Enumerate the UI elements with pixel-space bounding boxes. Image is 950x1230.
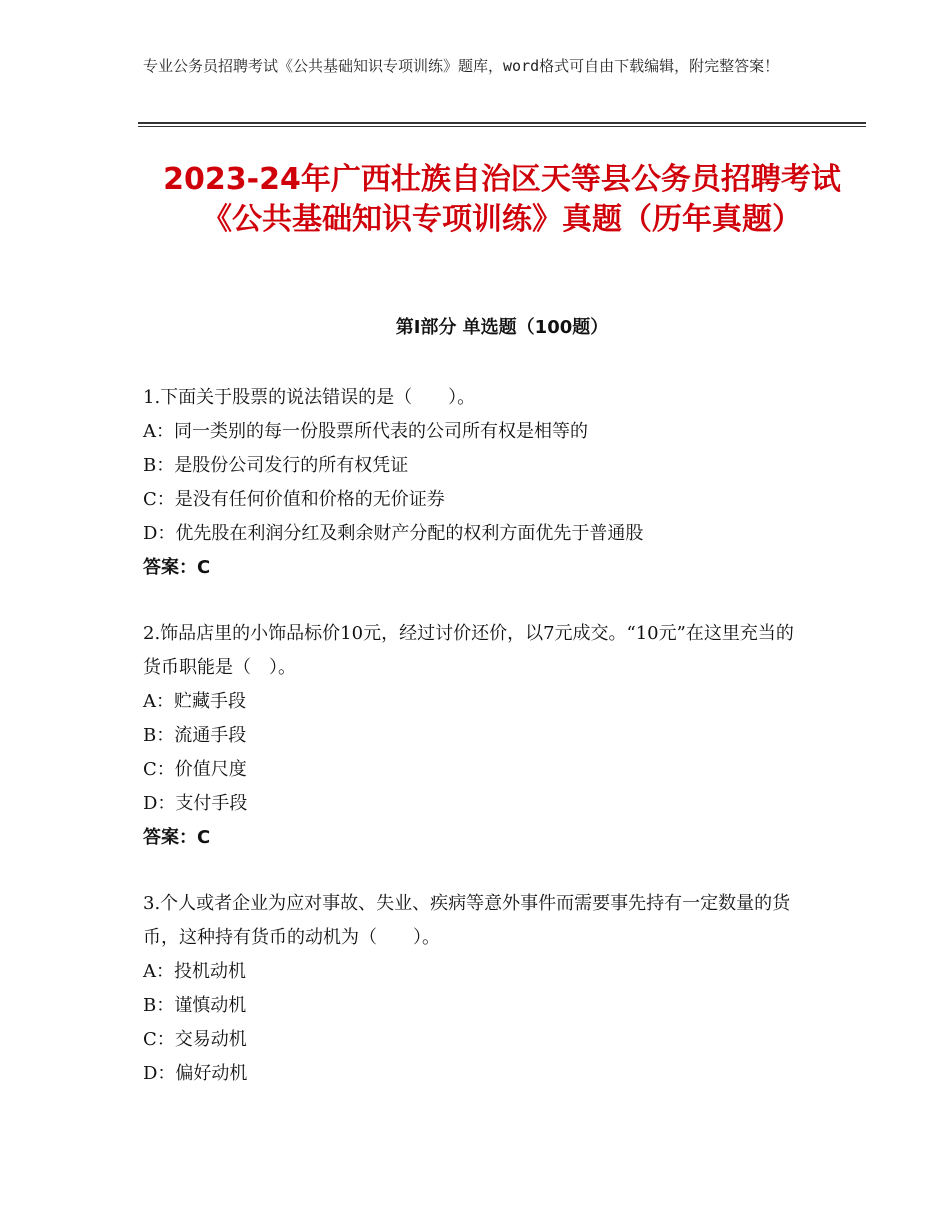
question-item: [143, 381, 803, 585]
option-a: A：同一类别的每一份股票所代表的公司所有权是相等的: [143, 421, 588, 442]
header-divider-thin: [138, 126, 866, 127]
question-stem: 3.个人或者企业为应对事故、失业、疾病等意外事件而需要事先持有一定数量的货币，这种持有货币的动机为（ ）。: [143, 893, 791, 948]
answer: 答案：C: [143, 827, 211, 848]
question-list: [143, 381, 803, 1123]
option-b: B：流通手段: [143, 725, 247, 746]
option-c: C：价值尺度: [143, 759, 247, 780]
question-item: [143, 887, 803, 1091]
option-c: C：交易动机: [143, 1029, 247, 1050]
option-d: D：偏好动机: [143, 1063, 248, 1084]
question-stem: 2.饰品店里的小饰品标价10元，经过讨价还价，以7元成交。“10元”在这里充当的货币职能是（ ）。: [143, 623, 794, 678]
option-d: D：支付手段: [143, 793, 248, 814]
question-stem: 1.下面关于股票的说法错误的是（ ）。: [143, 387, 476, 408]
header-note: 专业公务员招聘考试《公共基础知识专项训练》题库，word格式可自由下载编辑，附完整答案！: [143, 57, 780, 75]
section-title: 第Ⅰ部分 单选题（100题）: [395, 317, 609, 338]
option-c: C：是没有任何价值和价格的无价证券: [143, 489, 445, 510]
option-d: D：优先股在利润分红及剩余财产分配的权利方面优先于普通股: [143, 523, 644, 544]
option-b: B：谨慎动机: [143, 995, 247, 1016]
answer: 答案：C: [143, 557, 211, 578]
option-a: A：贮藏手段: [143, 691, 246, 712]
option-a: A：投机动机: [143, 961, 246, 982]
question-item: [143, 617, 803, 855]
document-title: 2023-24年广西壮族自治区天等县公务员招聘考试《公共基础知识专项训练》真题（历年真题）: [163, 162, 841, 237]
option-b: B：是股份公司发行的所有权凭证: [143, 455, 409, 476]
header-divider: [138, 122, 866, 124]
